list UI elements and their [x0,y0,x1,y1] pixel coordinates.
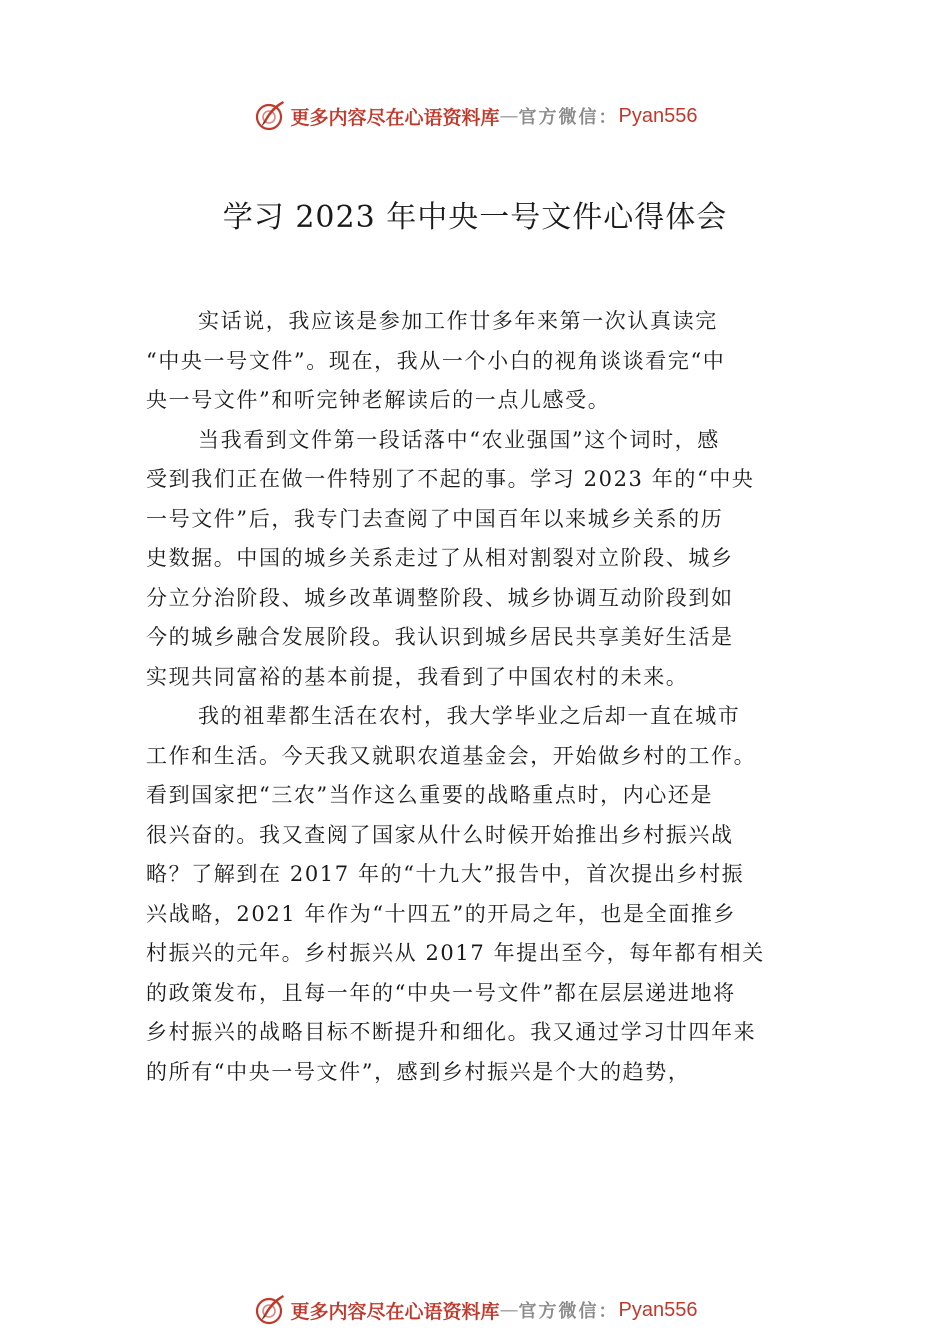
body-line: 看到国家把“三农”当作这么重要的战略重点时，内心还是 [146,783,714,807]
body-line: 的政策发布，且每一年的“中央一号文件”都在层层递进地将 [146,980,736,1005]
body-line: 史数据。中国的城乡关系走过了从相对割裂对立阶段、城乡 [146,546,734,570]
banner-dash: — [499,105,519,127]
header-banner [0,96,950,136]
document-body [146,302,806,1092]
body-line: 工作和生活。今天我又就职农道基金会，开始做乡村的工作。 [146,743,757,768]
body-line: “中央一号文件”。现在，我从一个小白的视角谈谈看完“中 [146,348,726,373]
body-line: 央一号文件”和听完钟老解读后的一点儿感受。 [146,388,611,412]
body-line: 村振兴的元年。乡村振兴从 2017 年提出至今，每年都有相关 [146,941,765,965]
body-line: 很兴奋的。我又查阅了国家从什么时候开始推出乡村振兴战 [146,822,734,847]
document-title: 学习 2023 年中央一号文件心得体会 [222,200,728,235]
quill-pen-logo-icon [253,1293,287,1327]
body-line: 实话说，我应该是参加工作廿多年来第一次认真读完 [198,309,718,333]
body-line: 一号文件”后，我专门去查阅了中国百年以来城乡关系的历 [146,506,724,531]
quill-pen-logo-icon [253,99,287,133]
banner-site-text: 更多内容尽在心语资料库 [290,106,500,129]
banner-wechat-label: 官方微信： [518,1301,619,1322]
body-line: 略？了解到在 2017 年的“十九大”报告中，首次提出乡村振 [146,862,745,886]
body-line: 的所有“中央一号文件”，感到乡村振兴是个大的趋势， [146,1059,691,1084]
body-line: 当我看到文件第一段话落中“农业强国”这个词时，感 [198,427,720,452]
body-line: 兴战略，2021 年作为“十四五”的开局之年，也是全面推乡 [146,901,736,926]
body-line: 实现共同富裕的基本前提，我看到了中国农村的未来。 [146,664,689,689]
banner-wechat-id: Pyan556 [618,1298,698,1321]
body-line: 我的祖辈都生活在农村，我大学毕业之后却一直在城市 [198,704,741,728]
banner-wechat-id: Pyan556 [618,104,698,127]
body-line: 今的城乡融合发展阶段。我认识到城乡居民共享美好生活是 [146,625,734,649]
body-line: 乡村振兴的战略目标不断提升和细化。我又通过学习廿四年来 [146,1020,757,1044]
body-line: 分立分治阶段、城乡改革调整阶段、城乡协调互动阶段到如 [146,585,734,610]
banner-wechat-label: 官方微信： [518,107,619,128]
body-line: 受到我们正在做一件特别了不起的事。学习 2023 年的“中央 [146,467,755,491]
banner-dash: — [499,1299,519,1321]
footer-banner [0,1290,950,1330]
banner-site-text: 更多内容尽在心语资料库 [290,1300,500,1323]
